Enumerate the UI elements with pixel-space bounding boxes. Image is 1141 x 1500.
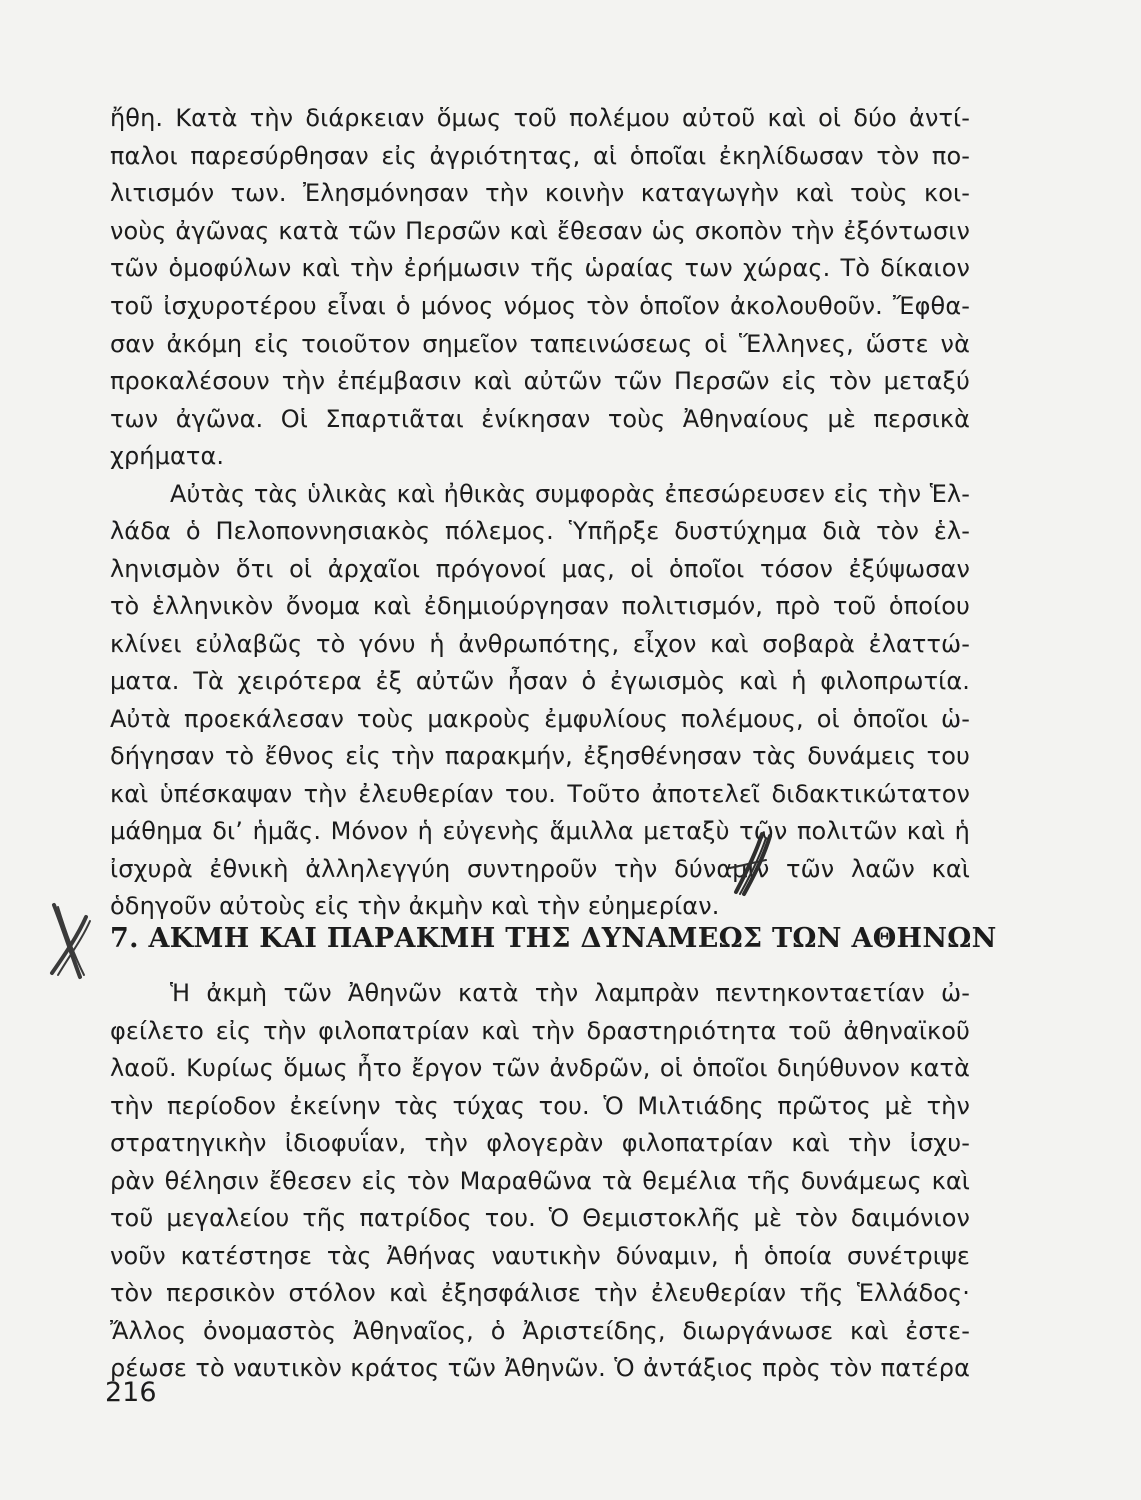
- text-line: ρέωσε τὸ ναυτικὸν κράτος τῶν Ἀθηνῶν. Ὁ ἀντάξιος πρὸς τὸν πατέρα: [110, 1354, 970, 1382]
- text-line: νοῦν κατέστησε τὰς Ἀθήνας ναυτικὴν δύναμιν, ἡ ὁποία συνέτριψε: [110, 1242, 970, 1270]
- text-line: λαοῦ. Κυρίως ὅμως ἦτο ἔργον τῶν ἀνδρῶν, οἱ ὁποῖοι διηύθυνον κατὰ: [110, 1054, 970, 1082]
- text-line: τῶν ὁμοφύλων καὶ τὴν ἐρήμωσιν τῆς ὡραίας των χώρας. Τὸ δίκαιον: [110, 254, 970, 282]
- text-line: ρὰν θέλησιν ἔθεσεν εἰς τὸν Μαραθῶνα τὰ θεμέλια τῆς δυνάμεως καὶ: [110, 1167, 970, 1195]
- text-line: προκαλέσουν τὴν ἐπέμβασιν καὶ αὐτῶν τῶν Περσῶν εἰς τὸν μεταξύ: [110, 367, 970, 395]
- text-line: τὸ ἑλληνικὸν ὄνομα καὶ ἐδημιούργησαν πολιτισμόν, πρὸ τοῦ ὁποίου: [110, 592, 970, 620]
- text-line: καὶ ὑπέσκαψαν τὴν ἐλευθερίαν του. Τοῦτο ἀποτελεῖ διδακτικώτατον: [110, 780, 970, 808]
- text-line: νοὺς ἀγῶνας κατὰ τῶν Περσῶν καὶ ἔθεσαν ὡς σκοπὸν τὴν ἐξόντωσιν: [110, 217, 970, 245]
- text-line: κλίνει εὐλαβῶς τὸ γόνυ ἡ ἀνθρωπότης, εἶχον καὶ σοβαρὰ ἐλαττώ-: [110, 630, 970, 658]
- text-line: Ἄλλος ὀνομαστὸς Ἀθηναῖος, ὁ Ἀριστείδης, διωργάνωσε καὶ ἐστε-: [110, 1317, 970, 1345]
- text-line: λάδα ὁ Πελοποννησιακὸς πόλεμος. Ὑπῆρξε δυστύχημα διὰ τὸν ἑλ-: [110, 517, 970, 545]
- page-number: 216: [105, 1377, 157, 1408]
- text-line: στρατηγικὴν ἰδιοφυΐαν, τὴν φλογερὰν φιλοπατρίαν καὶ τὴν ἰσχυ-: [110, 1129, 970, 1157]
- text-line: τὸν περσικὸν στόλον καὶ ἐξησφάλισε τὴν ἐλευθερίαν τῆς Ἑλλάδος·: [110, 1279, 970, 1307]
- text-line: ματα. Τὰ χειρότερα ἐξ αὐτῶν ἦσαν ὁ ἐγωισμὸς καὶ ἡ φιλοπρωτία.: [110, 667, 970, 695]
- text-line: Ἡ ἀκμὴ τῶν Ἀθηνῶν κατὰ τὴν λαμπρὰν πεντηκονταετίαν ὠ-: [170, 979, 970, 1007]
- text-line: ἰσχυρὰ ἐθνικὴ ἀλληλεγγύη συντηροῦν τὴν δύναμιν τῶν λαῶν καὶ: [110, 855, 970, 883]
- text-line: ἤθη. Κατὰ τὴν διάρκειαν ὅμως τοῦ πολέμου αὐτοῦ καὶ οἱ δύο ἀντί-: [110, 104, 970, 132]
- text-line: σαν ἀκόμη εἰς τοιοῦτον σημεῖον ταπεινώσεως οἱ Ἕλληνες, ὥστε νὰ: [110, 330, 970, 358]
- pencil-slash-mark-icon: [722, 828, 782, 898]
- text-line: λιτισμόν των. Ἐλησμόνησαν τὴν κοινὴν καταγωγὴν καὶ τοὺς κοι-: [110, 179, 970, 207]
- text-line: Αὐτὰς τὰς ὑλικὰς καὶ ἠθικὰς συμφορὰς ἐπεσώρευσεν εἰς τὴν Ἑλ-: [170, 480, 970, 508]
- text-line: φείλετο εἰς τὴν φιλοπατρίαν καὶ τὴν δραστηριότητα τοῦ ἀθηναϊκοῦ: [110, 1017, 970, 1045]
- text-line: δήγησαν τὸ ἔθνος εἰς τὴν παρακμήν, ἐξησθένησαν τὰς δυνάμεις του: [110, 742, 970, 770]
- text-line: παλοι παρεσύρθησαν εἰς ἀγριότητας, αἱ ὁποῖαι ἐκηλίδωσαν τὸν πο-: [110, 142, 970, 170]
- text-line: Αὐτὰ προεκάλεσαν τοὺς μακροὺς ἐμφυλίους πολέμους, οἱ ὁποῖοι ὡ-: [110, 705, 970, 733]
- text-line: των ἀγῶνα. Οἱ Σπαρτιᾶται ἐνίκησαν τοὺς Ἀθηναίους μὲ περσικὰ: [110, 405, 970, 433]
- text-line: τὴν περίοδον ἐκείνην τὰς τύχας του. Ὁ Μιλτιάδης πρῶτος μὲ τὴν: [110, 1092, 970, 1120]
- pencil-cross-mark-icon: [40, 895, 100, 985]
- text-line: τοῦ ἰσχυροτέρου εἶναι ὁ μόνος νόμος τὸν ὁποῖον ἀκολουθοῦν. Ἔφθα-: [110, 292, 970, 320]
- text-line: ληνισμὸν ὅτι οἱ ἀρχαῖοι πρόγονοί μας, οἱ ὁποῖοι τόσον ἐξύψωσαν: [110, 555, 970, 583]
- section-heading: 7. ΑΚΜΗ ΚΑΙ ΠΑΡΑΚΜΗ ΤΗΣ ΔΥΝΑΜΕΩΣ ΤΩΝ ΑΘΗΝΩΝ: [110, 923, 997, 954]
- text-line: ὁδηγοῦν αὐτοὺς εἰς τὴν ἀκμὴν καὶ τὴν εὐημερίαν.: [110, 892, 720, 920]
- text-line: μάθημα δι’ ἡμᾶς. Μόνον ἡ εὐγενὴς ἅμιλλα μεταξὺ τῶν πολιτῶν καὶ ἡ: [110, 817, 970, 845]
- text-line: χρήματα.: [110, 442, 225, 470]
- text-line: τοῦ μεγαλείου τῆς πατρίδος του. Ὁ Θεμιστοκλῆς μὲ τὸν δαιμόνιον: [110, 1204, 970, 1232]
